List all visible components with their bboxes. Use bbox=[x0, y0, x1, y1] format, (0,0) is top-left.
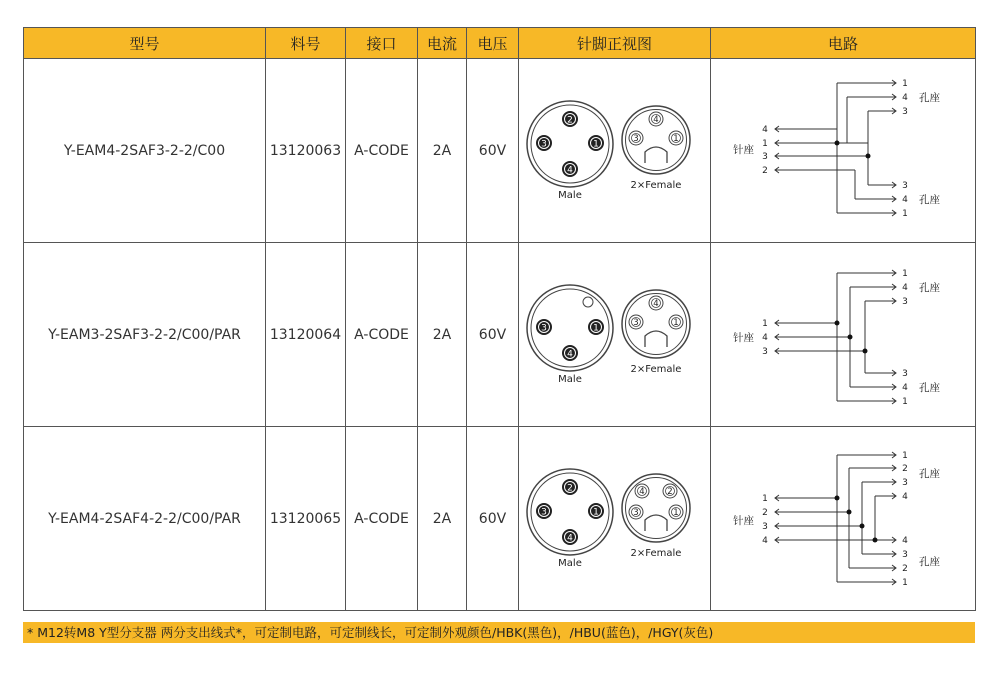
pin-diagram bbox=[520, 280, 710, 390]
svg-text:4: 4 bbox=[566, 165, 573, 175]
socket-label: 孔座 bbox=[919, 556, 940, 568]
svg-text:3: 3 bbox=[632, 133, 639, 144]
svg-text:1: 1 bbox=[672, 317, 679, 328]
socket-label: 孔座 bbox=[919, 194, 940, 206]
circuit-diagram bbox=[711, 427, 976, 610]
left-pin-number: 2 bbox=[762, 166, 768, 176]
left-pin-number: 4 bbox=[762, 125, 768, 135]
bottom-pin-number: 2 bbox=[902, 564, 908, 574]
footnote-bar: * M12转M8 Y型分支器 两分支出线式*，可定制电路，可定制线长，可定制外观颜色/HBK(黑色)，/HBU(蓝色)，/HGY(灰色) bbox=[23, 622, 975, 643]
left-pin-number: 1 bbox=[762, 319, 768, 329]
junction-dot bbox=[848, 335, 853, 340]
bottom-pin-number: 4 bbox=[902, 383, 908, 393]
socket-label: 孔座 bbox=[919, 382, 940, 394]
left-pin-number: 3 bbox=[762, 347, 768, 357]
left-pin-number: 2 bbox=[762, 508, 768, 518]
left-pin-number: 4 bbox=[762, 536, 768, 546]
female-label: 2×Female bbox=[630, 363, 681, 375]
voltage-cell: 60V bbox=[467, 427, 519, 611]
female-pin bbox=[635, 484, 649, 498]
svg-text:3: 3 bbox=[632, 317, 639, 328]
male-connector-diagram bbox=[527, 101, 613, 201]
top-pin-number: 1 bbox=[902, 269, 908, 279]
svg-text:1: 1 bbox=[592, 139, 599, 149]
interface-cell: A-CODE bbox=[346, 59, 418, 243]
male-connector-diagram bbox=[527, 469, 613, 569]
female-connector-diagram bbox=[622, 474, 690, 559]
junction-dot bbox=[860, 524, 865, 529]
table-row bbox=[24, 427, 976, 611]
female-pin bbox=[669, 505, 683, 519]
female-pin bbox=[663, 484, 677, 498]
top-pin-number: 1 bbox=[902, 79, 908, 89]
pin-diagram bbox=[520, 464, 710, 574]
top-pin-number: 3 bbox=[902, 107, 908, 117]
svg-text:4: 4 bbox=[566, 533, 573, 543]
junction-dot bbox=[863, 349, 868, 354]
male-label: Male bbox=[557, 373, 582, 385]
male-pin bbox=[562, 529, 578, 545]
female-connector-diagram bbox=[622, 290, 690, 375]
header-interface: 接口 bbox=[346, 28, 418, 59]
current-cell: 2A bbox=[418, 59, 467, 243]
svg-text:1: 1 bbox=[672, 133, 679, 144]
junction-dot bbox=[866, 154, 871, 159]
svg-text:3: 3 bbox=[540, 139, 547, 149]
top-pin-number: 2 bbox=[902, 464, 908, 474]
junction-dot bbox=[847, 510, 852, 515]
female-pin bbox=[629, 131, 643, 145]
socket-label: 孔座 bbox=[919, 92, 940, 104]
female-pin bbox=[629, 505, 643, 519]
male-pin bbox=[536, 135, 552, 151]
pin-view-cell bbox=[519, 59, 711, 243]
top-pin-number: 3 bbox=[902, 478, 908, 488]
header-part-no: 料号 bbox=[266, 28, 346, 59]
pin-seat-label: 针座 bbox=[733, 144, 754, 156]
male-pin bbox=[588, 135, 604, 151]
table-row bbox=[24, 59, 976, 243]
svg-text:2: 2 bbox=[566, 483, 573, 493]
voltage-cell: 60V bbox=[467, 243, 519, 427]
svg-text:1: 1 bbox=[672, 507, 679, 518]
svg-text:2: 2 bbox=[666, 486, 673, 497]
interface-cell: A-CODE bbox=[346, 427, 418, 611]
svg-text:1: 1 bbox=[592, 323, 599, 333]
part-no-cell: 13120064 bbox=[266, 243, 346, 427]
bottom-pin-number: 3 bbox=[902, 181, 908, 191]
left-pin-number: 1 bbox=[762, 139, 768, 149]
circuit-cell bbox=[711, 427, 976, 611]
svg-text:3: 3 bbox=[540, 507, 547, 517]
model-cell: Y-EAM3-2SAF3-2-2/C00/PAR bbox=[24, 243, 266, 427]
svg-text:3: 3 bbox=[540, 323, 547, 333]
header-row bbox=[24, 28, 976, 59]
junction-dot bbox=[835, 141, 840, 146]
svg-text:4: 4 bbox=[638, 486, 645, 497]
circuit-diagram bbox=[711, 243, 976, 426]
male-connector-diagram bbox=[527, 285, 613, 385]
top-pin-number: 4 bbox=[902, 492, 908, 502]
interface-cell: A-CODE bbox=[346, 243, 418, 427]
header-voltage: 电压 bbox=[467, 28, 519, 59]
bottom-pin-number: 3 bbox=[902, 369, 908, 379]
left-pin-number: 1 bbox=[762, 494, 768, 504]
socket-label: 孔座 bbox=[919, 282, 940, 294]
male-pin bbox=[536, 503, 552, 519]
svg-text:4: 4 bbox=[652, 114, 659, 125]
top-pin-number: 4 bbox=[902, 283, 908, 293]
svg-text:4: 4 bbox=[652, 298, 659, 309]
junction-dot bbox=[835, 496, 840, 501]
header-pin-view: 针脚正视图 bbox=[519, 28, 711, 59]
spec-table bbox=[23, 27, 976, 611]
male-label: Male bbox=[557, 189, 582, 201]
bottom-pin-number: 1 bbox=[902, 578, 908, 588]
header-model: 型号 bbox=[24, 28, 266, 59]
model-cell: Y-EAM4-2SAF3-2-2/C00 bbox=[24, 59, 266, 243]
female-pin bbox=[649, 112, 663, 126]
pin-seat-label: 针座 bbox=[733, 515, 754, 527]
table-row bbox=[24, 243, 976, 427]
part-no-cell: 13120065 bbox=[266, 427, 346, 611]
junction-dot bbox=[873, 538, 878, 543]
pin-diagram bbox=[520, 96, 710, 206]
pin-view-cell bbox=[519, 427, 711, 611]
male-pin bbox=[536, 319, 552, 335]
left-pin-number: 3 bbox=[762, 522, 768, 532]
bottom-pin-number: 4 bbox=[902, 195, 908, 205]
svg-text:3: 3 bbox=[632, 507, 639, 518]
bottom-pin-number: 4 bbox=[902, 536, 908, 546]
top-pin-number: 4 bbox=[902, 93, 908, 103]
female-label: 2×Female bbox=[630, 547, 681, 559]
current-cell: 2A bbox=[418, 427, 467, 611]
male-label: Male bbox=[557, 557, 582, 569]
left-pin-number: 3 bbox=[762, 152, 768, 162]
male-pin bbox=[562, 479, 578, 495]
circuit-cell bbox=[711, 243, 976, 427]
socket-label: 孔座 bbox=[919, 468, 940, 480]
male-pin bbox=[562, 345, 578, 361]
bottom-pin-number: 1 bbox=[902, 209, 908, 219]
svg-text:2: 2 bbox=[566, 115, 573, 125]
male-pin bbox=[562, 111, 578, 127]
female-pin bbox=[649, 296, 663, 310]
bottom-pin-number: 1 bbox=[902, 397, 908, 407]
junction-dot bbox=[835, 321, 840, 326]
female-pin bbox=[669, 315, 683, 329]
model-cell: Y-EAM4-2SAF4-2-2/C00/PAR bbox=[24, 427, 266, 611]
male-pin bbox=[588, 319, 604, 335]
female-label: 2×Female bbox=[630, 179, 681, 191]
female-pin bbox=[669, 131, 683, 145]
top-pin-number: 1 bbox=[902, 451, 908, 461]
male-pin bbox=[588, 503, 604, 519]
svg-text:4: 4 bbox=[566, 349, 573, 359]
bottom-pin-number: 3 bbox=[902, 550, 908, 560]
header-current: 电流 bbox=[418, 28, 467, 59]
pin-view-cell bbox=[519, 243, 711, 427]
part-no-cell: 13120063 bbox=[266, 59, 346, 243]
pin-seat-label: 针座 bbox=[733, 332, 754, 344]
top-pin-number: 3 bbox=[902, 297, 908, 307]
voltage-cell: 60V bbox=[467, 59, 519, 243]
svg-text:1: 1 bbox=[592, 507, 599, 517]
left-pin-number: 4 bbox=[762, 333, 768, 343]
male-pin bbox=[562, 161, 578, 177]
header-circuit: 电路 bbox=[711, 28, 976, 59]
female-pin bbox=[629, 315, 643, 329]
circuit-cell bbox=[711, 59, 976, 243]
circuit-diagram bbox=[711, 59, 976, 242]
current-cell: 2A bbox=[418, 243, 467, 427]
female-connector-diagram bbox=[622, 106, 690, 191]
